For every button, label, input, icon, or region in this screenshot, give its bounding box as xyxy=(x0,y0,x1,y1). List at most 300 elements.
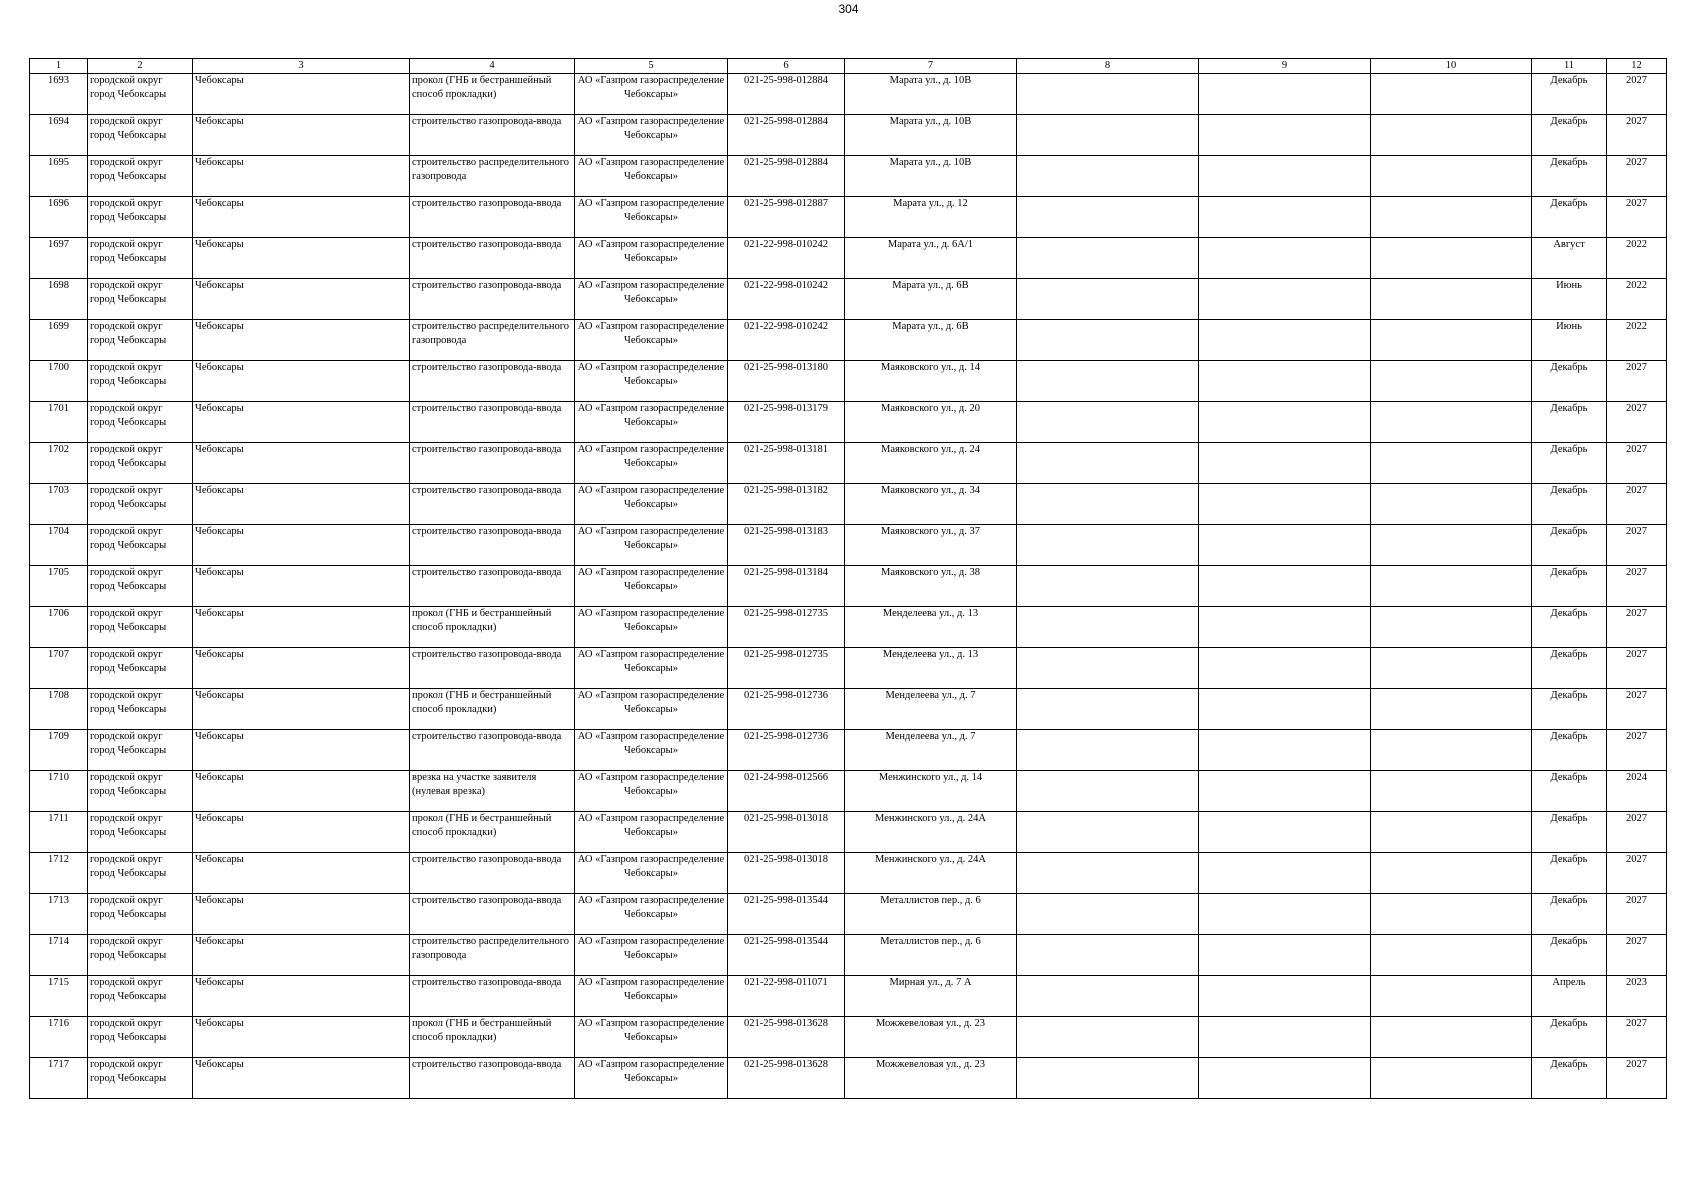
address-cell-text: Маяковского ул., д. 14 xyxy=(881,362,980,373)
address-cell-text: Маяковского ул., д. 37 xyxy=(881,526,980,537)
address-cell-text: Можжевеловая ул., д. 23 xyxy=(875,1018,986,1029)
column-9-cell-text xyxy=(1201,976,1368,1016)
district-cell xyxy=(88,648,193,689)
application-code-cell-text: 021-25-998-013544 xyxy=(744,895,828,906)
year-cell-text: 2027 xyxy=(1626,895,1647,906)
row-number xyxy=(30,771,88,812)
address-cell xyxy=(845,1017,1017,1058)
work-type-cell xyxy=(410,238,575,279)
application-code-cell xyxy=(728,812,845,853)
work-type-cell-text: строительство распределительного газопровода xyxy=(412,321,570,346)
month-cell xyxy=(1532,566,1607,607)
city-cell-text: Чебоксары xyxy=(195,608,244,619)
city-cell xyxy=(193,935,410,976)
district-cell xyxy=(88,279,193,320)
city-cell-text: Чебоксары xyxy=(195,1018,244,1029)
address-cell xyxy=(845,853,1017,894)
column-8-cell xyxy=(1017,115,1199,156)
organization-cell xyxy=(575,607,728,648)
year-cell-text: 2027 xyxy=(1626,1018,1647,1029)
year-cell-text: 2027 xyxy=(1626,75,1647,86)
application-code-cell xyxy=(728,1058,845,1099)
work-type-cell xyxy=(410,771,575,812)
city-cell-text: Чебоксары xyxy=(195,239,244,250)
column-9-cell xyxy=(1199,894,1371,935)
city-cell xyxy=(193,402,410,443)
organization-cell xyxy=(575,689,728,730)
column-9-cell xyxy=(1199,279,1371,320)
column-10-cell xyxy=(1371,1058,1532,1099)
organization-cell-text: АО «Газпром газораспределение Чебоксары» xyxy=(577,731,725,756)
column-10-cell xyxy=(1371,156,1532,197)
month-cell-text: Декабрь xyxy=(1550,362,1588,373)
address-cell-text: Менжинского ул., д. 24А xyxy=(875,854,986,865)
address-cell xyxy=(845,1058,1017,1099)
month-cell xyxy=(1532,197,1607,238)
work-type-cell-text: строительство газопровода-ввода xyxy=(412,280,562,291)
city-cell-text: Чебоксары xyxy=(195,690,244,701)
work-type-cell xyxy=(410,976,575,1017)
application-code-cell xyxy=(728,607,845,648)
application-code-cell-text: 021-25-998-013184 xyxy=(744,567,828,578)
year-cell xyxy=(1607,566,1667,607)
column-8-cell xyxy=(1017,607,1199,648)
column-10-cell xyxy=(1371,74,1532,115)
year-cell xyxy=(1607,976,1667,1017)
city-cell xyxy=(193,238,410,279)
table-row xyxy=(30,443,1667,484)
address-cell xyxy=(845,197,1017,238)
column-9-cell-text xyxy=(1201,443,1368,483)
organization-cell xyxy=(575,197,728,238)
district-cell-text: городской округ город Чебоксары xyxy=(90,362,167,387)
organization-cell xyxy=(575,935,728,976)
year-cell-text: 2027 xyxy=(1626,936,1647,947)
row-number xyxy=(30,361,88,402)
month-cell-text: Декабрь xyxy=(1550,854,1588,865)
month-cell xyxy=(1532,648,1607,689)
address-cell-text: Марата ул., д. 6А/1 xyxy=(887,239,974,250)
column-9-cell-text xyxy=(1201,197,1368,237)
work-type-cell xyxy=(410,279,575,320)
row-number-text: 1694 xyxy=(48,116,69,127)
work-type-cell xyxy=(410,525,575,566)
column-9-cell xyxy=(1199,238,1371,279)
column-8-cell-text xyxy=(1019,894,1196,934)
city-cell xyxy=(193,361,410,402)
work-type-cell xyxy=(410,648,575,689)
district-cell xyxy=(88,74,193,115)
district-cell xyxy=(88,1058,193,1099)
work-type-cell xyxy=(410,74,575,115)
row-number xyxy=(30,484,88,525)
year-cell xyxy=(1607,607,1667,648)
month-cell-text: Декабрь xyxy=(1550,813,1588,824)
column-10-cell-text xyxy=(1373,279,1529,319)
row-number-text: 1697 xyxy=(48,239,69,250)
district-cell-text: городской округ город Чебоксары xyxy=(90,403,167,428)
city-cell xyxy=(193,566,410,607)
column-8-cell-text xyxy=(1019,1058,1196,1098)
organization-cell xyxy=(575,894,728,935)
application-code-cell xyxy=(728,976,845,1017)
address-cell-text: Менделеева ул., д. 13 xyxy=(882,649,979,660)
address-cell xyxy=(845,566,1017,607)
month-cell-text: Декабрь xyxy=(1550,567,1588,578)
header-row xyxy=(30,59,1667,74)
organization-cell-text: АО «Газпром газораспределение Чебоксары» xyxy=(577,690,725,715)
address-cell-text: Марата ул., д. 10В xyxy=(889,116,972,127)
address-cell xyxy=(845,156,1017,197)
city-cell xyxy=(193,607,410,648)
organization-cell xyxy=(575,402,728,443)
year-cell xyxy=(1607,853,1667,894)
column-10-cell-text xyxy=(1373,689,1529,729)
column-8-cell xyxy=(1017,484,1199,525)
work-type-cell xyxy=(410,1058,575,1099)
work-type-cell-text: строительство распределительного газопровода xyxy=(412,936,570,961)
column-8-cell-text xyxy=(1019,402,1196,442)
work-type-cell-text: прокол (ГНБ и бестраншейный способ прокладки) xyxy=(412,813,552,838)
district-cell xyxy=(88,156,193,197)
application-code-cell xyxy=(728,238,845,279)
row-number-text: 1693 xyxy=(48,75,69,86)
row-number-text: 1696 xyxy=(48,198,69,209)
organization-cell xyxy=(575,525,728,566)
month-cell xyxy=(1532,279,1607,320)
address-cell-text: Можжевеловая ул., д. 23 xyxy=(875,1059,986,1070)
district-cell-text: городской округ город Чебоксары xyxy=(90,936,167,961)
table-row xyxy=(30,894,1667,935)
column-10-cell xyxy=(1371,566,1532,607)
city-cell xyxy=(193,1058,410,1099)
city-cell-text: Чебоксары xyxy=(195,813,244,824)
work-type-cell xyxy=(410,1017,575,1058)
column-8-cell-text xyxy=(1019,566,1196,606)
column-9-cell-text xyxy=(1201,361,1368,401)
work-type-cell-text: строительство газопровода-ввода xyxy=(412,977,562,988)
year-cell xyxy=(1607,730,1667,771)
work-type-cell xyxy=(410,935,575,976)
organization-cell xyxy=(575,1017,728,1058)
row-number-text: 1713 xyxy=(48,895,69,906)
application-code-cell-text: 021-24-998-012566 xyxy=(744,772,828,783)
year-cell xyxy=(1607,1058,1667,1099)
city-cell xyxy=(193,484,410,525)
year-cell-text: 2027 xyxy=(1626,403,1647,414)
application-code-cell xyxy=(728,115,845,156)
year-cell xyxy=(1607,484,1667,525)
organization-cell-text: АО «Газпром газораспределение Чебоксары» xyxy=(577,772,725,797)
district-cell-text: городской округ город Чебоксары xyxy=(90,75,167,100)
work-type-cell xyxy=(410,443,575,484)
column-8-cell-text xyxy=(1019,771,1196,811)
organization-cell-text: АО «Газпром газораспределение Чебоксары» xyxy=(577,116,725,141)
address-cell-text: Металлистов пер., д. 6 xyxy=(880,936,981,947)
district-cell-text: городской округ город Чебоксары xyxy=(90,321,167,346)
column-8-cell xyxy=(1017,525,1199,566)
column-8-cell xyxy=(1017,238,1199,279)
district-cell xyxy=(88,976,193,1017)
organization-cell-text: АО «Газпром газораспределение Чебоксары» xyxy=(577,157,725,182)
address-cell-text: Менжинского ул., д. 24А xyxy=(875,813,986,824)
month-cell-text: Декабрь xyxy=(1550,157,1588,168)
city-cell-text: Чебоксары xyxy=(195,936,244,947)
city-cell-text: Чебоксары xyxy=(195,444,244,455)
column-10-cell-text xyxy=(1373,730,1529,770)
column-10-cell xyxy=(1371,279,1532,320)
column-9-cell-text xyxy=(1201,1058,1368,1098)
column-9-cell-text xyxy=(1201,812,1368,852)
address-cell xyxy=(845,74,1017,115)
table-row xyxy=(30,1017,1667,1058)
column-9-cell xyxy=(1199,443,1371,484)
application-code-cell-text: 021-25-998-013628 xyxy=(744,1018,828,1029)
work-type-cell xyxy=(410,402,575,443)
city-cell xyxy=(193,156,410,197)
district-cell xyxy=(88,320,193,361)
column-9-cell-text xyxy=(1201,607,1368,647)
organization-cell-text: АО «Газпром газораспределение Чебоксары» xyxy=(577,362,725,387)
district-cell-text: городской округ город Чебоксары xyxy=(90,895,167,920)
district-cell-text: городской округ город Чебоксары xyxy=(90,526,167,551)
organization-cell xyxy=(575,238,728,279)
column-8-cell xyxy=(1017,812,1199,853)
year-cell xyxy=(1607,443,1667,484)
column-header: 10 xyxy=(1371,59,1532,74)
work-type-cell xyxy=(410,853,575,894)
column-8-cell xyxy=(1017,853,1199,894)
column-8-cell-text xyxy=(1019,525,1196,565)
year-cell xyxy=(1607,689,1667,730)
address-cell-text: Менделеева ул., д. 13 xyxy=(882,608,979,619)
row-number-text: 1711 xyxy=(48,813,69,824)
city-cell-text: Чебоксары xyxy=(195,321,244,332)
year-cell-text: 2022 xyxy=(1626,321,1647,332)
organization-cell xyxy=(575,443,728,484)
column-9-cell xyxy=(1199,730,1371,771)
table-row xyxy=(30,238,1667,279)
city-cell xyxy=(193,74,410,115)
district-cell-text: городской округ город Чебоксары xyxy=(90,854,167,879)
column-9-cell-text xyxy=(1201,853,1368,893)
column-10-cell xyxy=(1371,689,1532,730)
application-code-cell xyxy=(728,935,845,976)
column-9-cell-text xyxy=(1201,894,1368,934)
table-row xyxy=(30,976,1667,1017)
month-cell xyxy=(1532,730,1607,771)
year-cell-text: 2027 xyxy=(1626,157,1647,168)
application-code-cell-text: 021-25-998-013018 xyxy=(744,854,828,865)
organization-cell-text: АО «Газпром газораспределение Чебоксары» xyxy=(577,239,725,264)
column-8-cell xyxy=(1017,74,1199,115)
column-10-cell-text xyxy=(1373,74,1529,114)
row-number xyxy=(30,935,88,976)
column-8-cell xyxy=(1017,361,1199,402)
table-row xyxy=(30,279,1667,320)
column-header: 8 xyxy=(1017,59,1199,74)
month-cell-text: Декабрь xyxy=(1550,731,1588,742)
district-cell-text: городской округ город Чебоксары xyxy=(90,116,167,141)
table-row xyxy=(30,935,1667,976)
column-9-cell xyxy=(1199,812,1371,853)
column-header: 12 xyxy=(1607,59,1667,74)
year-cell-text: 2027 xyxy=(1626,526,1647,537)
column-10-cell xyxy=(1371,853,1532,894)
organization-cell-text: АО «Газпром газораспределение Чебоксары» xyxy=(577,895,725,920)
row-number xyxy=(30,525,88,566)
address-cell xyxy=(845,607,1017,648)
column-9-cell xyxy=(1199,74,1371,115)
address-cell-text: Маяковского ул., д. 34 xyxy=(881,485,980,496)
district-cell-text: городской округ город Чебоксары xyxy=(90,198,167,223)
year-cell xyxy=(1607,771,1667,812)
column-9-cell-text xyxy=(1201,771,1368,811)
column-9-cell-text xyxy=(1201,1017,1368,1057)
work-type-cell-text: строительство газопровода-ввода xyxy=(412,444,562,455)
row-number xyxy=(30,279,88,320)
month-cell xyxy=(1532,74,1607,115)
city-cell xyxy=(193,648,410,689)
column-10-cell-text xyxy=(1373,1058,1529,1098)
column-8-cell xyxy=(1017,730,1199,771)
column-10-cell xyxy=(1371,730,1532,771)
column-8-cell xyxy=(1017,156,1199,197)
year-cell xyxy=(1607,156,1667,197)
application-code-cell xyxy=(728,443,845,484)
column-9-cell-text xyxy=(1201,156,1368,196)
column-9-cell-text xyxy=(1201,402,1368,442)
work-type-cell-text: строительство газопровода-ввода xyxy=(412,854,562,865)
district-cell-text: городской округ город Чебоксары xyxy=(90,1059,167,1084)
city-cell xyxy=(193,279,410,320)
column-9-cell xyxy=(1199,402,1371,443)
city-cell-text: Чебоксары xyxy=(195,198,244,209)
organization-cell-text: АО «Газпром газораспределение Чебоксары» xyxy=(577,485,725,510)
table-row xyxy=(30,115,1667,156)
address-cell-text: Маяковского ул., д. 24 xyxy=(881,444,980,455)
column-header: 2 xyxy=(88,59,193,74)
row-number-text: 1704 xyxy=(48,526,69,537)
column-9-cell xyxy=(1199,1058,1371,1099)
month-cell-text: Декабрь xyxy=(1550,1018,1588,1029)
application-code-cell xyxy=(728,1017,845,1058)
row-number-text: 1699 xyxy=(48,321,69,332)
district-cell xyxy=(88,853,193,894)
table-row xyxy=(30,484,1667,525)
column-header: 3 xyxy=(193,59,410,74)
work-type-cell xyxy=(410,894,575,935)
address-cell xyxy=(845,894,1017,935)
column-8-cell xyxy=(1017,443,1199,484)
application-code-cell-text: 021-25-998-013182 xyxy=(744,485,828,496)
column-8-cell-text xyxy=(1019,812,1196,852)
column-10-cell-text xyxy=(1373,443,1529,483)
month-cell xyxy=(1532,689,1607,730)
work-type-cell xyxy=(410,730,575,771)
year-cell xyxy=(1607,279,1667,320)
row-number xyxy=(30,730,88,771)
city-cell-text: Чебоксары xyxy=(195,854,244,865)
table-row xyxy=(30,402,1667,443)
table-row xyxy=(30,771,1667,812)
work-type-cell xyxy=(410,484,575,525)
row-number xyxy=(30,115,88,156)
table-row xyxy=(30,1058,1667,1099)
work-type-cell-text: прокол (ГНБ и бестраншейный способ прокладки) xyxy=(412,1018,552,1043)
city-cell-text: Чебоксары xyxy=(195,362,244,373)
city-cell xyxy=(193,1017,410,1058)
address-cell xyxy=(845,238,1017,279)
district-cell-text: городской округ город Чебоксары xyxy=(90,649,167,674)
column-9-cell-text xyxy=(1201,484,1368,524)
city-cell xyxy=(193,443,410,484)
row-number xyxy=(30,607,88,648)
column-10-cell-text xyxy=(1373,238,1529,278)
organization-cell xyxy=(575,279,728,320)
row-number xyxy=(30,853,88,894)
column-8-cell-text xyxy=(1019,156,1196,196)
city-cell-text: Чебоксары xyxy=(195,403,244,414)
table-row xyxy=(30,689,1667,730)
application-code-cell-text: 021-25-998-012736 xyxy=(744,690,828,701)
year-cell-text: 2027 xyxy=(1626,116,1647,127)
address-cell xyxy=(845,812,1017,853)
column-10-cell-text xyxy=(1373,115,1529,155)
city-cell xyxy=(193,525,410,566)
organization-cell xyxy=(575,648,728,689)
column-10-cell xyxy=(1371,1017,1532,1058)
year-cell-text: 2023 xyxy=(1626,977,1647,988)
city-cell xyxy=(193,976,410,1017)
city-cell-text: Чебоксары xyxy=(195,731,244,742)
column-9-cell xyxy=(1199,935,1371,976)
column-10-cell-text xyxy=(1373,320,1529,360)
column-9-cell-text xyxy=(1201,730,1368,770)
month-cell xyxy=(1532,771,1607,812)
work-type-cell-text: прокол (ГНБ и бестраншейный способ прокладки) xyxy=(412,75,552,100)
year-cell-text: 2027 xyxy=(1626,362,1647,373)
month-cell xyxy=(1532,443,1607,484)
district-cell xyxy=(88,566,193,607)
city-cell-text: Чебоксары xyxy=(195,526,244,537)
district-cell-text: городской округ город Чебоксары xyxy=(90,444,167,469)
column-header: 11 xyxy=(1532,59,1607,74)
application-code-cell xyxy=(728,853,845,894)
column-10-cell xyxy=(1371,607,1532,648)
district-cell-text: городской округ город Чебоксары xyxy=(90,280,167,305)
work-type-cell-text: строительство газопровода-ввода xyxy=(412,403,562,414)
work-type-cell xyxy=(410,115,575,156)
column-9-cell xyxy=(1199,361,1371,402)
row-number-text: 1707 xyxy=(48,649,69,660)
month-cell-text: Декабрь xyxy=(1550,608,1588,619)
application-code-cell-text: 021-25-998-013181 xyxy=(744,444,828,455)
organization-cell-text: АО «Газпром газораспределение Чебоксары» xyxy=(577,75,725,100)
table-row xyxy=(30,197,1667,238)
address-cell-text: Марата ул., д. 12 xyxy=(893,198,968,209)
row-number-text: 1706 xyxy=(48,608,69,619)
application-code-cell-text: 021-25-998-012884 xyxy=(744,116,828,127)
table-row xyxy=(30,648,1667,689)
organization-cell-text: АО «Газпром газораспределение Чебоксары» xyxy=(577,649,725,674)
column-8-cell xyxy=(1017,976,1199,1017)
column-10-cell xyxy=(1371,525,1532,566)
row-number xyxy=(30,443,88,484)
column-9-cell xyxy=(1199,1017,1371,1058)
column-9-cell xyxy=(1199,771,1371,812)
address-cell xyxy=(845,935,1017,976)
